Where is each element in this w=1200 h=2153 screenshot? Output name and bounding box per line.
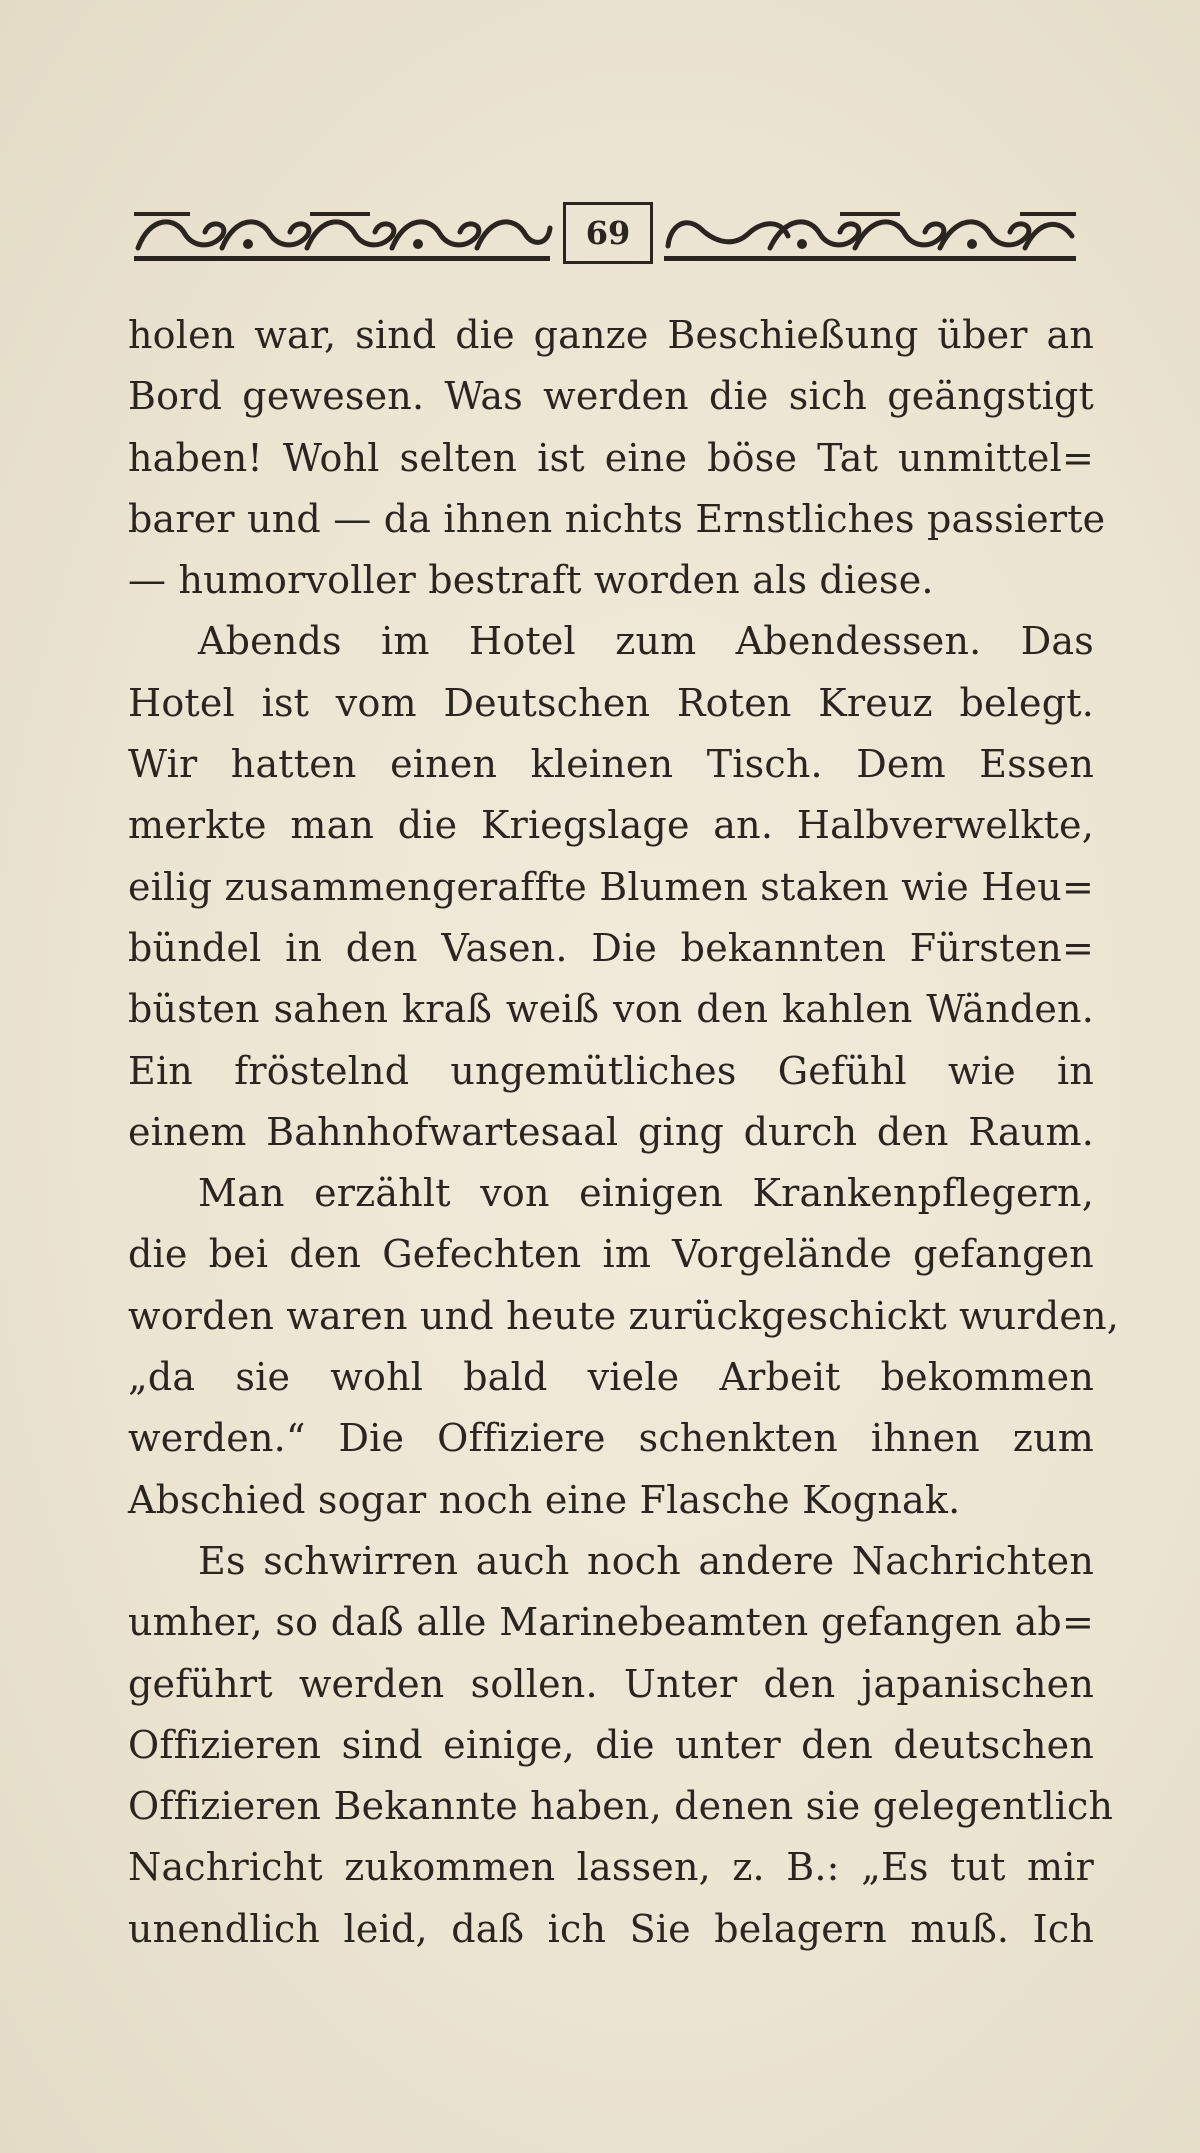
text-line: Man erzählt von einigen Krankenpflegern,: [198, 1171, 1094, 1216]
text-line: holen war, sind die ganze Beschießung über an: [128, 313, 1094, 357]
text-line: die bei den Gefechten im Vorgelände gefangen: [128, 1232, 1094, 1277]
text-line: büsten sahen kraß weiß von den kahlen Wänden.: [128, 987, 1094, 1032]
text-line: eilig zusammengeraffte Blumen staken wie Heu=: [128, 864, 1094, 909]
text-line: werden.“ Die Offiziere schenkten ihnen zum: [128, 1416, 1094, 1461]
body-text: [128, 305, 1120, 1960]
ornament-left-icon: [130, 206, 555, 264]
text-line: — humorvoller bestraft worden als diese.: [128, 558, 934, 603]
text-line: worden waren und heute zurückgeschickt wurden,: [128, 1293, 1120, 1338]
ornament-right-icon: [660, 206, 1080, 264]
text-line: Offizieren Bekannte haben, denen sie gelegentlich: [128, 1784, 1114, 1829]
text-line: Nachricht zukommen lassen, z. B.: „Es tut mir: [128, 1845, 1094, 1890]
page-number: 69: [585, 214, 631, 252]
text-line: haben! Wohl selten ist eine böse Tat unmittel=: [128, 435, 1094, 480]
text-line: unendlich leid, daß ich Sie belagern muß. Ich: [128, 1906, 1094, 1951]
text-line: Offizieren sind einige, die unter den deutschen: [128, 1722, 1094, 1767]
text-line: „da sie wohl bald viele Arbeit bekommen: [128, 1355, 1094, 1400]
text-line: Es schwirren auch noch andere Nachrichten: [198, 1538, 1094, 1583]
page-number-box: [563, 202, 653, 264]
text-line: barer und — da ihnen nichts Ernstliches passierte: [128, 496, 1106, 541]
text-line: Hotel ist vom Deutschen Roten Kreuz belegt.: [128, 680, 1094, 725]
text-line: Bord gewesen. Was werden die sich geängstigt: [128, 374, 1094, 419]
text-line: einem Bahnhofwartesaal ging durch den Raum.: [128, 1109, 1094, 1154]
text-line: Abschied sogar noch eine Flasche Kognak.: [128, 1477, 961, 1522]
text-line: merkte man die Kriegslage an. Halbverwelkte,: [128, 803, 1094, 848]
text-line: geführt werden sollen. Unter den japanischen: [128, 1661, 1094, 1706]
text-line: Abends im Hotel zum Abendessen. Das: [198, 619, 1094, 664]
text-line: umher, so daß alle Marinebeamten gefangen ab=: [128, 1600, 1094, 1645]
text-line: Wir hatten einen kleinen Tisch. Dem Essen: [128, 742, 1094, 787]
text-line: Ein fröstelnd ungemütliches Gefühl wie in: [128, 1048, 1094, 1093]
page-header: [130, 200, 1080, 272]
text-line: bündel in den Vasen. Die bekannten Fürsten=: [128, 925, 1094, 970]
